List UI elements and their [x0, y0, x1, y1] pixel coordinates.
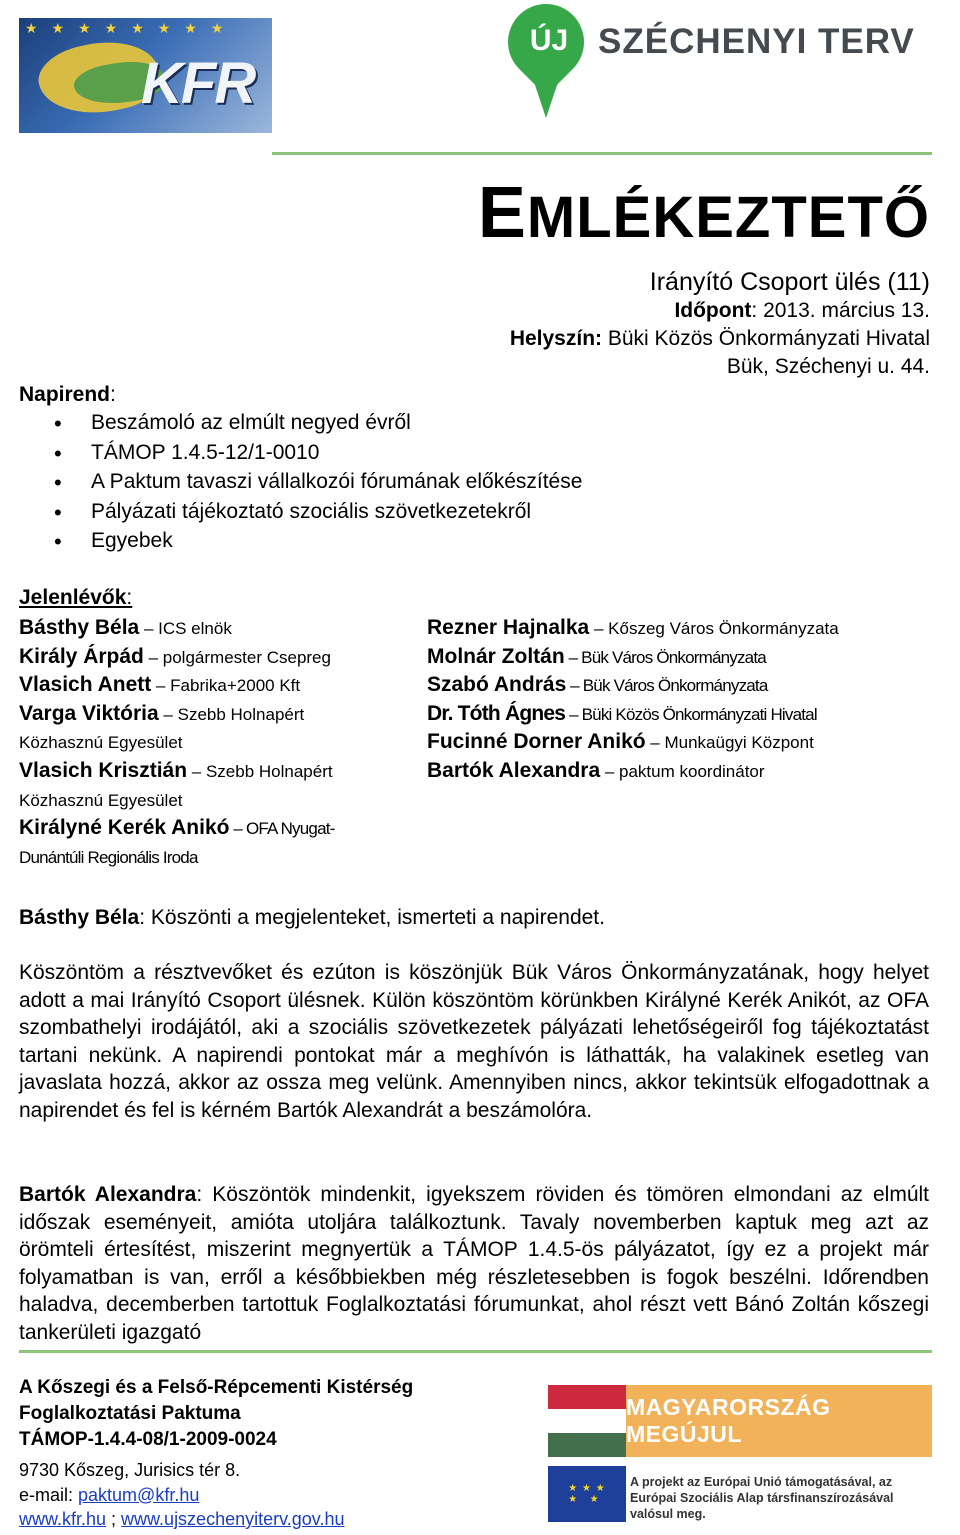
attendee: [19, 757, 379, 814]
eu-stars-icon: ★★★★★★★★: [25, 20, 238, 36]
document-title: [478, 172, 930, 254]
attendee: [427, 671, 947, 700]
attendee-name: Fucinné Dorner Anikó: [427, 730, 646, 754]
footer-email-line: [19, 1483, 344, 1508]
szechenyi-web-link[interactable]: www.ujszechenyiterv.gov.hu: [121, 1509, 345, 1529]
attendee: [427, 614, 947, 643]
attendee-name: Bartók Alexandra: [427, 758, 601, 782]
attendee-name: Molnár Zoltán: [427, 644, 565, 668]
attendee-role: – Szebb Holnapért Közhasznú Egyesület: [19, 704, 305, 753]
attendee-name: Vlasich Krisztián: [19, 758, 188, 782]
magyarorszag-megujul-banner: MAGYARORSZÁG MEGÚJUL: [626, 1385, 932, 1457]
meeting-address: Bük, Széchenyi u. 44.: [726, 355, 930, 378]
paragraph-1: [19, 904, 929, 932]
attendee: [427, 728, 947, 757]
paragraph-3: [19, 1181, 929, 1347]
attendee: [19, 700, 359, 757]
agenda-label: Napirend: [19, 383, 111, 406]
attendee-name: Királyné Kerék Anikó: [19, 816, 230, 840]
attendees-heading: [19, 586, 132, 610]
attendee: [19, 614, 409, 643]
place-value: Büki Közös Önkormányzati Hivatal: [602, 327, 930, 350]
attendee-name: Varga Viktória: [19, 701, 159, 725]
attendee-role: – Szebb Holnapért Közhasznú Egyesület: [19, 761, 333, 810]
attendee-name: Básthy Béla: [19, 616, 140, 639]
attendee: [19, 643, 409, 672]
attendees-colon: :: [126, 586, 133, 609]
attendee-role: – Kőszeg Város Önkormányzata: [589, 619, 839, 638]
eu-funding-note: A projekt az Európai Unió támogatásával, az Európai Szociális Alap társfinanszírozásával valósul meg.: [630, 1475, 894, 1521]
attendee-name: Király Árpád: [19, 644, 144, 668]
title-initial: E: [477, 173, 527, 253]
web-separator: ;: [106, 1509, 122, 1529]
agenda-item: • TÁMOP 1.4.5-12/1-0010: [54, 441, 582, 471]
kfr-web-link[interactable]: www.kfr.hu: [19, 1509, 107, 1529]
agenda-item: • Egyebek: [54, 529, 582, 559]
paragraph-text: : Köszönti a megjelenteket, ismerteti a napirendet.: [139, 906, 605, 929]
org-line: A Kőszegi és a Felső-Répcementi Kistérség: [19, 1377, 414, 1398]
attendee-name: Rezner Hajnalka: [427, 616, 590, 639]
agenda-item: • A Paktum tavaszi vállalkozói fórumának előkészítése: [54, 470, 582, 500]
email-label: e-mail:: [19, 1484, 79, 1505]
attendees-label: Jelenlévők: [19, 586, 127, 609]
attendee: [19, 671, 409, 700]
attendees-right-column: [427, 614, 947, 786]
attendee: [427, 700, 947, 729]
kfr-logo: [19, 18, 272, 133]
footer-organization: [19, 1375, 413, 1453]
time-label: Időpont: [674, 299, 752, 322]
footer-web-line: [19, 1507, 344, 1532]
email-link[interactable]: paktum@kfr.hu: [78, 1484, 200, 1505]
place-label: Helyszín:: [509, 327, 603, 350]
szechenyi-uj-label: ÚJ: [529, 24, 569, 57]
attendee-name: Vlasich Anett: [19, 673, 152, 697]
agenda-heading: [19, 383, 116, 407]
paragraph-text: : Köszöntök mindenkit, igyekszem röviden és tömören elmondani az elmúlt időszak eseményeit, amióta utoljára találkoztunk. Tavaly novemberben kaptuk meg azt az örömteli értesítést, miszerint megnyertük a TÁMOP 1.4.5-ös pályázatot, így ez a projekt már folyamatban is van, erről a későbbiekben még részletesebben is fogok beszélni. Időrendben haladva, decemberben tartottuk Foglalkoztatási fórumunkat, ahol részt vett Bánó Zoltán kőszegi tankerületi igazgató: [19, 1183, 929, 1344]
attendee-role: – Fabrika+2000 Kft: [151, 676, 301, 696]
agenda-item: • Pályázati tájékoztató szociális szövetkezetekről: [54, 500, 582, 530]
eu-flag-icon: ★ ★ ★ ★ ★: [548, 1466, 626, 1522]
attendee: [19, 814, 389, 871]
attendee: [427, 643, 947, 672]
attendees-left-column: [19, 614, 409, 871]
meeting-time: [674, 299, 930, 323]
speaker-name: Básthy Béla: [19, 906, 140, 929]
attendee-role: – OFA Nyugat-Dunántúli Regionális Iroda: [19, 819, 335, 867]
attendee-role: – Bük Város Önkormányzata: [566, 676, 768, 696]
attendee-role: – Büki Közös Önkormányzati Hivatal: [565, 704, 817, 724]
paragraph-2: Köszöntöm a résztvevőket és ezúton is köszönjük Bük Város Önkormányzatának, hogy helyet adott a mai Irányító Csoport ülésnek. Külön köszöntöm körünkben Királyné Kerék Anikót, az OFA szombathelyi irodájától, aki a szociális szövetkezetek pályázati lehetőségeiről fog tájékoztatást tartani nekünk. A napirendi pontokat már a meghívón is láthatták, ha valakinek esetleg van javaslata hozzá, akkor az ossza meg velünk. Amennyiben nincs, akkor tekintsük elfogadottnak a napirendet és fel is kérném Bartók Alexandrát a beszámolóra.: [19, 961, 929, 1122]
speaker-name: Bartók Alexandra: [19, 1183, 197, 1206]
meeting-place: [510, 327, 930, 351]
header-divider: [272, 152, 932, 155]
attendee-name: Dr. Tóth Ágnes: [427, 701, 566, 725]
attendee-name: Szabó András: [427, 673, 567, 697]
attendee-role: – Bük Város Önkormányzata: [564, 647, 766, 667]
org-line: Foglalkoztatási Paktuma: [19, 1403, 241, 1424]
footer-contact: [19, 1458, 344, 1532]
attendee-role: – ICS elnök: [139, 619, 232, 638]
szechenyi-pin-tail: [530, 70, 562, 118]
attendee-role: – paktum koordinátor: [600, 761, 765, 781]
footer-divider: [19, 1350, 932, 1353]
time-value: : 2013. március 13.: [751, 299, 930, 322]
org-line: TÁMOP-1.4.4-08/1-2009-0024: [19, 1429, 277, 1450]
szechenyi-logo-text: SZÉCHENYI TERV: [598, 22, 915, 61]
agenda-colon: :: [110, 383, 116, 406]
attendee: [427, 757, 947, 786]
kfr-logo-text: KFR: [141, 51, 255, 116]
hungarian-flag-icon: [548, 1385, 626, 1457]
agenda-item: • Beszámoló az elmúlt negyed évről: [54, 411, 582, 441]
attendee-role: – polgármester Csepreg: [143, 647, 331, 667]
title-rest: MLÉKEZTETŐ: [526, 185, 930, 250]
attendee-role: – Munkaügyi Központ: [645, 733, 814, 753]
agenda-list: [54, 411, 582, 559]
footer-address: 9730 Kőszeg, Jurisics tér 8.: [19, 1460, 241, 1480]
meeting-name: Irányító Csoport ülés (11): [649, 268, 930, 296]
